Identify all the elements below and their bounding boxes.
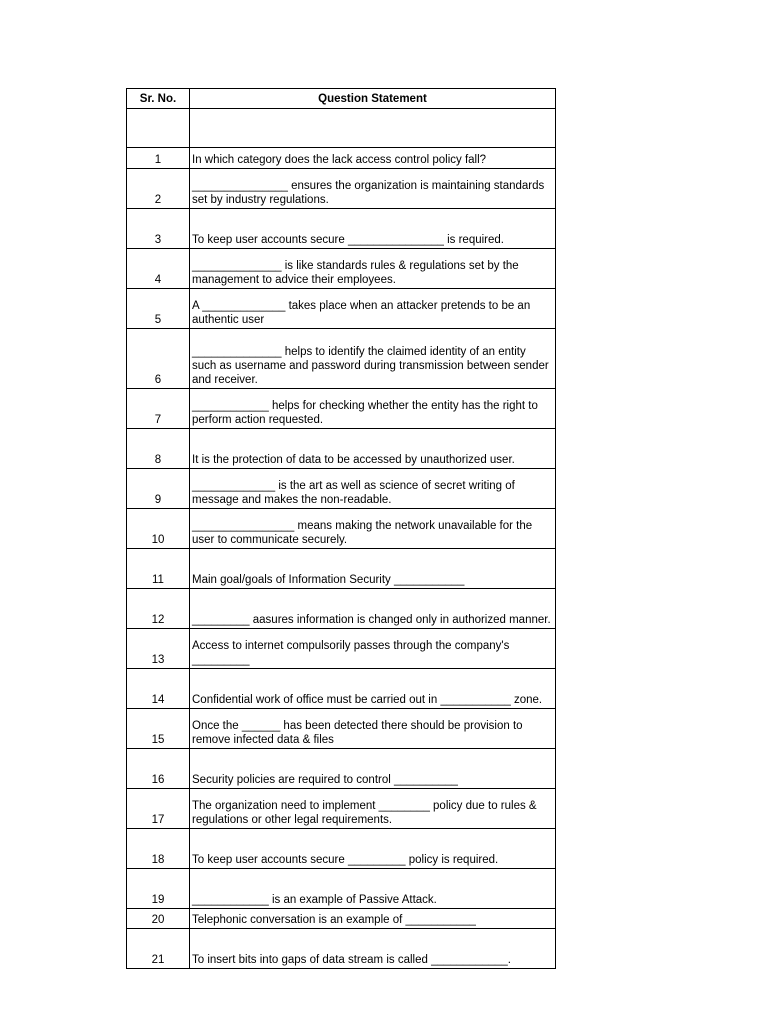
sr-no-cell: 7 <box>127 389 190 429</box>
sr-no-cell: 5 <box>127 289 190 329</box>
question-cell: ____________ helps for checking whether the entity has the right to perform action requested. <box>190 389 556 429</box>
table-row <box>127 329 556 389</box>
question-cell: It is the protection of data to be accessed by unauthorized user. <box>190 429 556 469</box>
question-table <box>126 88 556 969</box>
sr-no-cell: 14 <box>127 669 190 709</box>
table-row <box>127 429 556 469</box>
sr-no-cell: 1 <box>127 148 190 169</box>
table-row <box>127 249 556 289</box>
table-row <box>127 509 556 549</box>
sr-no-cell: 12 <box>127 589 190 629</box>
table-row <box>127 389 556 429</box>
table-row <box>127 148 556 169</box>
empty-cell <box>190 109 556 148</box>
empty-row <box>127 109 556 148</box>
sr-no-cell: 3 <box>127 209 190 249</box>
sr-no-cell: 11 <box>127 549 190 589</box>
table-row <box>127 929 556 969</box>
question-cell: ____________ is an example of Passive Attack. <box>190 869 556 909</box>
sr-no-cell: 17 <box>127 789 190 829</box>
sr-no-cell: 18 <box>127 829 190 869</box>
question-cell: To insert bits into gaps of data stream is called ____________. <box>190 929 556 969</box>
table-row <box>127 869 556 909</box>
table-row <box>127 209 556 249</box>
table-row <box>127 829 556 869</box>
sr-no-cell: 10 <box>127 509 190 549</box>
question-cell: To keep user accounts secure _________ policy is required. <box>190 829 556 869</box>
table-row <box>127 749 556 789</box>
header-row <box>127 89 556 109</box>
table-row <box>127 469 556 509</box>
table-row <box>127 289 556 329</box>
question-cell: ______________ is like standards rules & regulations set by the management to advice their employees. <box>190 249 556 289</box>
question-cell: _______________ ensures the organization is maintaining standards set by industry regulations. <box>190 169 556 209</box>
sr-no-cell: 19 <box>127 869 190 909</box>
sr-no-cell: 4 <box>127 249 190 289</box>
question-cell: Main goal/goals of Information Security ___________ <box>190 549 556 589</box>
question-statement-header: Question Statement <box>190 89 556 109</box>
table-row <box>127 709 556 749</box>
sr-no-cell: 6 <box>127 329 190 389</box>
question-cell: Access to internet compulsorily passes through the company's _________ <box>190 629 556 669</box>
table-row <box>127 909 556 929</box>
question-cell: Confidential work of office must be carried out in ___________ zone. <box>190 669 556 709</box>
question-cell: _________ aasures information is changed only in authorized manner. <box>190 589 556 629</box>
table-row <box>127 169 556 209</box>
sr-no-cell: 15 <box>127 709 190 749</box>
sr-no-cell: 2 <box>127 169 190 209</box>
table-row <box>127 789 556 829</box>
table-row <box>127 549 556 589</box>
sr-no-cell: 16 <box>127 749 190 789</box>
question-cell: _____________ is the art as well as science of secret writing of message and makes the non-readable. <box>190 469 556 509</box>
question-cell: Security policies are required to control __________ <box>190 749 556 789</box>
question-cell: Telephonic conversation is an example of ___________ <box>190 909 556 929</box>
sr-no-cell: 21 <box>127 929 190 969</box>
sr-no-cell: 13 <box>127 629 190 669</box>
table-row <box>127 589 556 629</box>
sr-no-cell: 8 <box>127 429 190 469</box>
sr-no-cell: 9 <box>127 469 190 509</box>
question-cell: Once the ______ has been detected there should be provision to remove infected data & files <box>190 709 556 749</box>
question-cell: In which category does the lack access control policy fall? <box>190 148 556 169</box>
question-cell: A _____________ takes place when an attacker pretends to be an authentic user <box>190 289 556 329</box>
empty-cell <box>127 109 190 148</box>
sr-no-header: Sr. No. <box>127 89 190 109</box>
question-cell: To keep user accounts secure _______________ is required. <box>190 209 556 249</box>
question-cell: ________________ means making the network unavailable for the user to communicate securely. <box>190 509 556 549</box>
table-row <box>127 629 556 669</box>
table-row <box>127 669 556 709</box>
sr-no-cell: 20 <box>127 909 190 929</box>
question-cell: ______________ helps to identify the claimed identity of an entity such as username and password during transmission between sender and receiver. <box>190 329 556 389</box>
question-cell: The organization need to implement ________ policy due to rules & regulations or other legal requirements. <box>190 789 556 829</box>
